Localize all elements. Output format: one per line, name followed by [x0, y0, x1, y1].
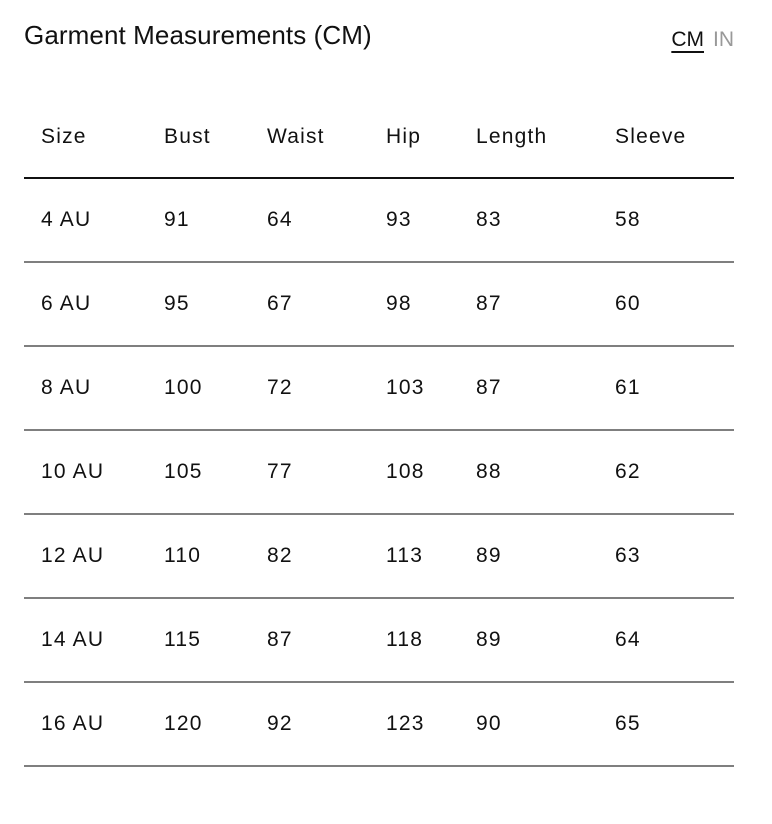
table-row [24, 598, 734, 682]
cell-hip: 93 [369, 178, 459, 262]
column-header-length: Length [459, 97, 598, 178]
cell-size: 16 AU [24, 682, 147, 766]
table-row [24, 514, 734, 598]
cell-sleeve: 60 [598, 262, 734, 346]
cell-waist: 82 [250, 514, 369, 598]
column-header-hip: Hip [369, 97, 459, 178]
cell-size: 4 AU [24, 178, 147, 262]
cell-size: 6 AU [24, 262, 147, 346]
table-header-row [24, 97, 734, 178]
column-header-bust: Bust [147, 97, 250, 178]
column-header-sleeve: Sleeve [598, 97, 734, 178]
page-title: Garment Measurements (CM) [24, 20, 372, 50]
measurements-table [24, 97, 734, 767]
unit-cm-button[interactable]: CM [671, 28, 704, 51]
cell-waist: 87 [250, 598, 369, 682]
cell-hip: 123 [369, 682, 459, 766]
cell-length: 87 [459, 346, 598, 430]
cell-sleeve: 63 [598, 514, 734, 598]
cell-size: 14 AU [24, 598, 147, 682]
unit-toggle [671, 28, 734, 52]
cell-length: 88 [459, 430, 598, 514]
cell-sleeve: 58 [598, 178, 734, 262]
cell-waist: 64 [250, 178, 369, 262]
cell-bust: 120 [147, 682, 250, 766]
table-row [24, 682, 734, 766]
cell-bust: 100 [147, 346, 250, 430]
cell-hip: 98 [369, 262, 459, 346]
cell-hip: 103 [369, 346, 459, 430]
cell-length: 83 [459, 178, 598, 262]
cell-size: 12 AU [24, 514, 147, 598]
column-header-waist: Waist [250, 97, 369, 178]
cell-hip: 118 [369, 598, 459, 682]
unit-in-button[interactable]: IN [713, 28, 734, 51]
cell-waist: 92 [250, 682, 369, 766]
cell-hip: 113 [369, 514, 459, 598]
cell-sleeve: 64 [598, 598, 734, 682]
cell-sleeve: 65 [598, 682, 734, 766]
column-header-size: Size [24, 97, 147, 178]
cell-sleeve: 61 [598, 346, 734, 430]
cell-waist: 77 [250, 430, 369, 514]
cell-bust: 91 [147, 178, 250, 262]
cell-size: 8 AU [24, 346, 147, 430]
cell-length: 89 [459, 514, 598, 598]
cell-hip: 108 [369, 430, 459, 514]
cell-bust: 105 [147, 430, 250, 514]
table-row [24, 430, 734, 514]
cell-length: 87 [459, 262, 598, 346]
cell-size: 10 AU [24, 430, 147, 514]
table-row [24, 346, 734, 430]
cell-bust: 110 [147, 514, 250, 598]
cell-bust: 115 [147, 598, 250, 682]
table-row [24, 178, 734, 262]
cell-length: 89 [459, 598, 598, 682]
cell-length: 90 [459, 682, 598, 766]
cell-waist: 67 [250, 262, 369, 346]
table-row [24, 262, 734, 346]
cell-sleeve: 62 [598, 430, 734, 514]
cell-bust: 95 [147, 262, 250, 346]
cell-waist: 72 [250, 346, 369, 430]
